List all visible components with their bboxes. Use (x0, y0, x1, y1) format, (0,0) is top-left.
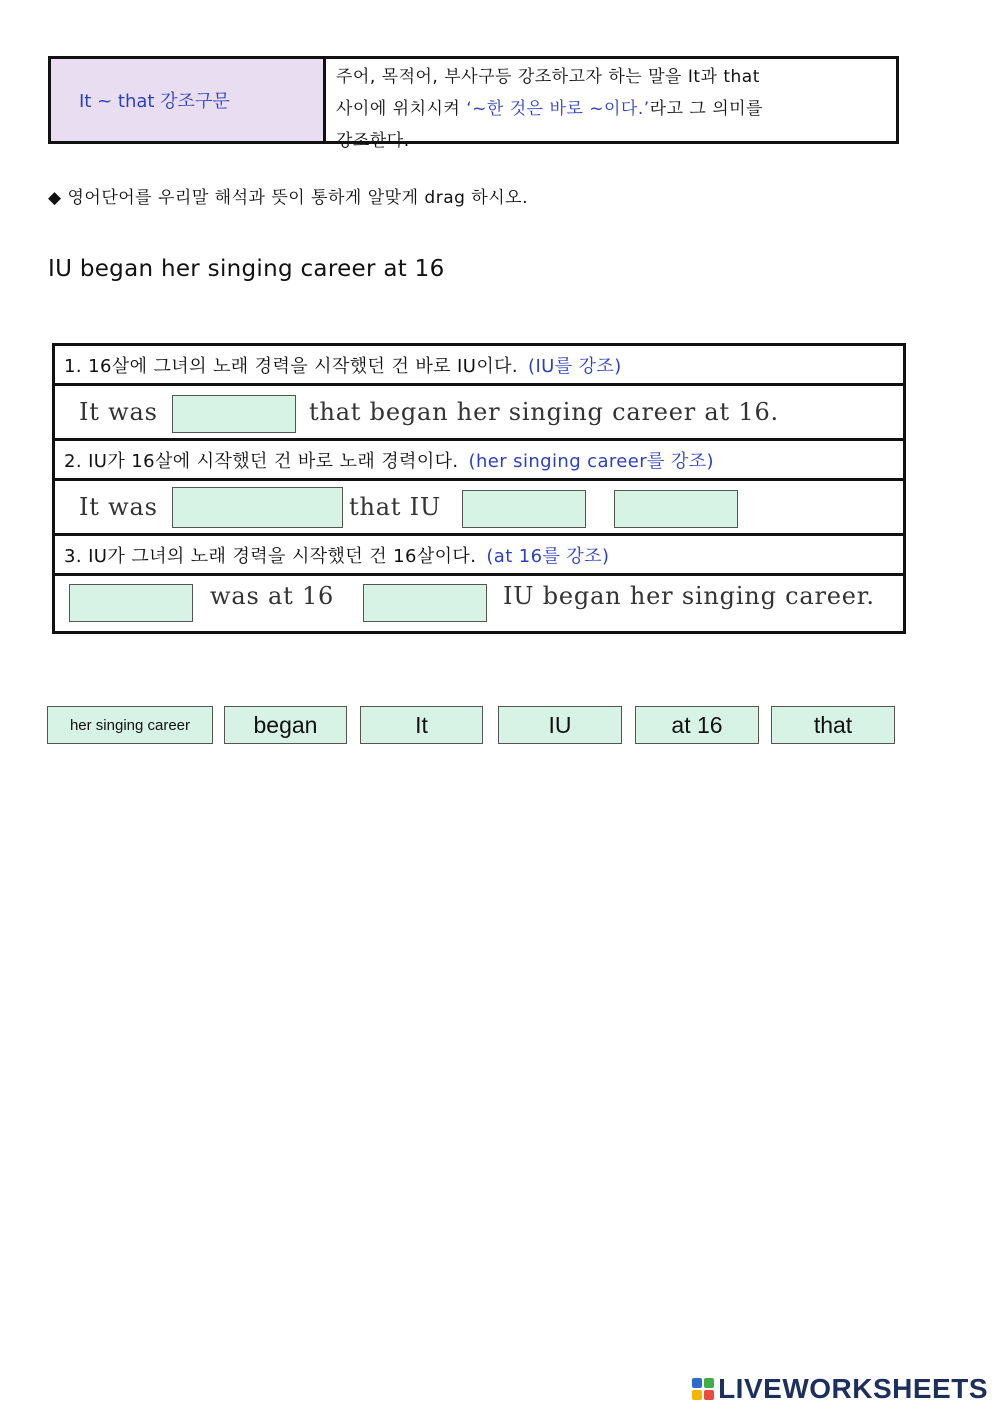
answer-1-text-a: It was (79, 398, 158, 426)
definition-line-2-highlight: ‘~한 것은 바로 ~이다.’ (466, 99, 650, 119)
definition-text (326, 59, 896, 151)
liveworksheets-brand (692, 1373, 988, 1405)
drop-zone-1a[interactable] (172, 395, 296, 433)
answer-1-text-b: that began her singing career at 16. (309, 398, 779, 426)
main-sentence: IU began her singing career at 16 (48, 256, 445, 282)
definition-line-2-suffix: 라고 그 의미를 (649, 99, 763, 119)
definition-line-2-prefix: 사이에 위치시켜 (336, 99, 467, 119)
definition-term: It ~ that 강조구문 (51, 59, 326, 141)
question-1 (55, 346, 903, 386)
word-tile-iu[interactable]: IU (498, 706, 622, 744)
word-tile-her-singing-career[interactable]: her singing career (47, 706, 213, 744)
definition-box (48, 56, 899, 151)
definition-line-2 (336, 93, 888, 125)
drop-zone-3b[interactable] (363, 584, 487, 622)
answer-row-3 (55, 576, 903, 631)
drop-zone-2c[interactable] (614, 490, 738, 528)
word-tile-at-16[interactable]: at 16 (635, 706, 759, 744)
instruction-text: ◆ 영어단어를 우리말 해석과 뜻이 통하게 알맞게 drag 하시오. (48, 188, 528, 208)
answer-2-text-a: It was (79, 493, 158, 521)
drop-zone-3a[interactable] (69, 584, 193, 622)
word-tile-began[interactable]: began (224, 706, 347, 744)
definition-line-1: 주어, 목적어, 부사구등 강조하고자 하는 말을 It과 that (336, 67, 760, 87)
word-tile-that[interactable]: that (771, 706, 895, 744)
answer-3-text-a: was at 16 (210, 582, 335, 610)
drop-zone-2b[interactable] (462, 490, 586, 528)
question-2 (55, 441, 903, 481)
question-1-prompt: 1. 16살에 그녀의 노래 경력을 시작했던 건 바로 IU이다. (64, 355, 519, 377)
exercise-table (52, 343, 906, 634)
question-2-prompt: 2. IU가 16살에 시작했던 건 바로 노래 경력이다. (64, 450, 459, 472)
question-1-hint: (IU를 강조) (528, 355, 622, 377)
answer-2-text-b: that IU (349, 493, 441, 521)
question-2-hint: (her singing career를 강조) (468, 450, 714, 472)
question-3-prompt: 3. IU가 그녀의 노래 경력을 시작했던 건 16살이다. (64, 545, 477, 567)
liveworksheets-logo-icon (692, 1378, 714, 1400)
answer-row-1 (55, 386, 903, 441)
word-tile-it[interactable]: It (360, 706, 483, 744)
drop-zone-2a[interactable] (172, 487, 343, 528)
answer-row-2 (55, 481, 903, 536)
definition-line-3: 강조한다. (336, 131, 410, 151)
brand-name: LIVEWORKSHEETS (718, 1373, 988, 1404)
question-3-hint: (at 16를 강조) (486, 545, 610, 567)
answer-3-text-b: IU began her singing career. (503, 582, 875, 610)
question-3 (55, 536, 903, 576)
